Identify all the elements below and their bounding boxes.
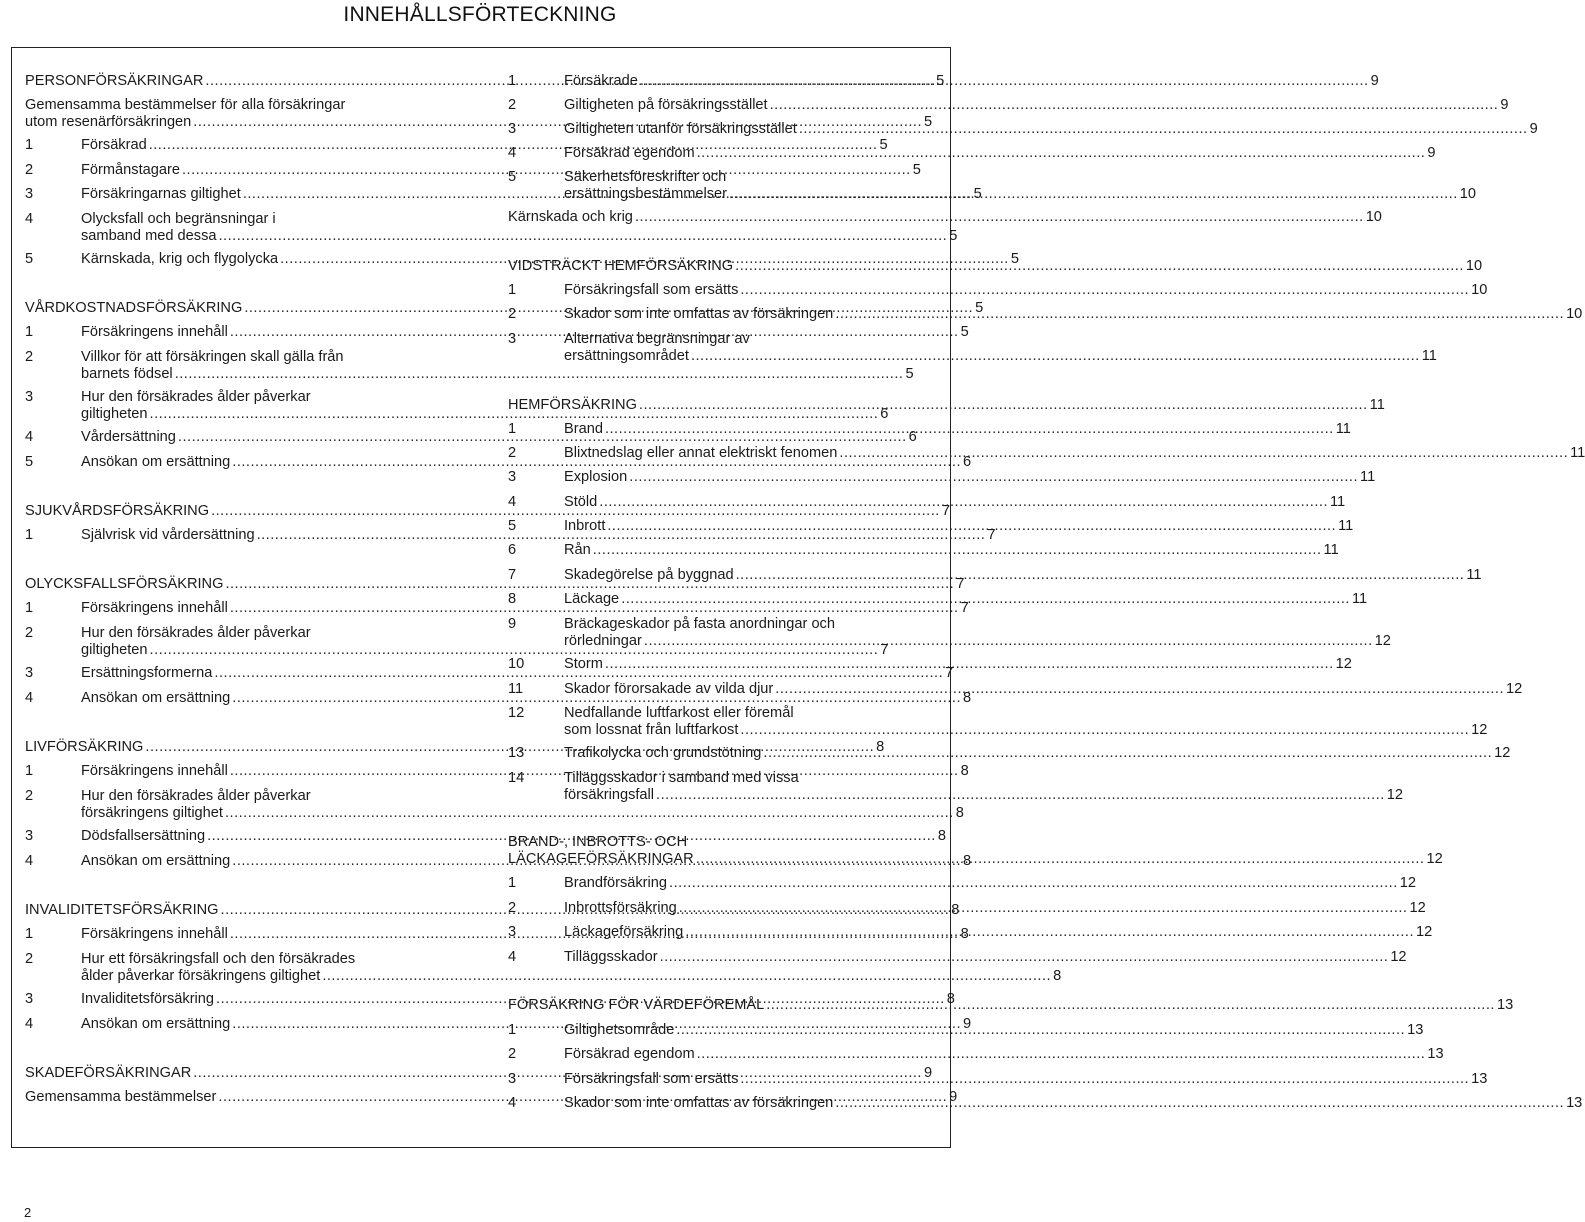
toc-page-number: 8 bbox=[960, 926, 969, 942]
toc-page-number: 9 bbox=[924, 1065, 933, 1081]
dot-leader bbox=[735, 258, 1464, 275]
toc-page-number: 8 bbox=[937, 828, 946, 844]
toc-entry[interactable] bbox=[508, 591, 1368, 608]
toc-entry-text: Brandförsäkring bbox=[564, 875, 668, 891]
toc-entry-text: giltigheten bbox=[81, 406, 148, 422]
toc-entry-number: 1 bbox=[508, 875, 517, 891]
toc-section-heading[interactable] bbox=[25, 576, 965, 593]
dot-leader bbox=[775, 681, 1504, 698]
toc-entry-number: 1 bbox=[25, 324, 34, 340]
toc-entry-text: Gemensamma bestämmelser bbox=[25, 1089, 217, 1105]
toc-page-number: 9 bbox=[1370, 73, 1379, 89]
dot-leader bbox=[660, 949, 1389, 966]
dot-leader bbox=[644, 633, 1373, 650]
toc-entry-text: Försäkrad egendom bbox=[564, 145, 695, 161]
toc-entry-number: 4 bbox=[25, 853, 34, 869]
toc-entry[interactable] bbox=[508, 73, 1379, 90]
toc-entry-text: Rån bbox=[564, 542, 591, 558]
toc-page-number: 9 bbox=[1500, 97, 1509, 113]
toc-entry-text: Blixtnedslag eller annat elektriskt fenomen bbox=[564, 445, 838, 461]
toc-page-number: 12 bbox=[1386, 787, 1404, 803]
toc-entry-text: samband med dessa bbox=[81, 228, 217, 244]
toc-entry-text: INVALIDITETSFÖRSÄKRING bbox=[25, 902, 219, 918]
dot-leader bbox=[669, 875, 1398, 892]
toc-entry[interactable] bbox=[508, 656, 1352, 673]
toc-entry[interactable] bbox=[508, 924, 1433, 941]
toc-entry-text: Kärnskada och krig bbox=[508, 209, 633, 225]
toc-entry-text: FÖRSÄKRING FÖR VÄRDEFÖREMÅL bbox=[508, 997, 765, 1013]
dot-leader bbox=[599, 494, 1328, 511]
toc-page-number: 5 bbox=[936, 73, 945, 89]
dot-leader bbox=[656, 787, 1385, 804]
toc-entry-text: LIVFÖRSÄKRING bbox=[25, 739, 144, 755]
toc-page-number: 6 bbox=[908, 429, 917, 445]
toc-page-number: 5 bbox=[975, 300, 984, 316]
toc-entry-number: 2 bbox=[25, 349, 34, 365]
toc-entry-text: barnets födsel bbox=[81, 366, 173, 382]
toc-page-number: 7 bbox=[945, 665, 954, 681]
toc-entry[interactable] bbox=[508, 282, 1488, 299]
toc-page-number: 11 bbox=[1360, 469, 1376, 485]
toc-page-number: 13 bbox=[1407, 1022, 1424, 1038]
toc-page-number: 13 bbox=[1566, 1095, 1583, 1111]
toc-section-heading[interactable] bbox=[508, 997, 1514, 1014]
toc-entry-text: Giltigheten utanför försäkringsstället bbox=[564, 121, 797, 137]
toc-entry-number: 2 bbox=[25, 788, 34, 804]
dot-leader bbox=[740, 722, 1469, 739]
toc-entry[interactable] bbox=[508, 875, 1417, 892]
toc-entry-number: 1 bbox=[25, 527, 34, 543]
dot-leader bbox=[835, 306, 1564, 323]
toc-entry[interactable] bbox=[508, 616, 1391, 650]
toc-entry-text: Läckageförsäkring bbox=[564, 924, 684, 940]
toc-entry-text: Försäkrade bbox=[564, 73, 638, 89]
toc-entry-text: Hur den försäkrades ålder påverkar bbox=[81, 389, 311, 405]
toc-entry-number: 2 bbox=[25, 625, 34, 641]
toc-section-heading[interactable] bbox=[508, 258, 1483, 275]
toc-entry-number: 2 bbox=[25, 162, 34, 178]
dot-leader bbox=[799, 121, 1528, 138]
toc-entry[interactable] bbox=[508, 1095, 1583, 1112]
dot-leader bbox=[225, 805, 954, 822]
toc-page-number: 11 bbox=[1369, 397, 1385, 413]
dot-leader bbox=[593, 542, 1322, 559]
toc-entry[interactable] bbox=[508, 745, 1511, 762]
dot-leader bbox=[740, 282, 1469, 299]
toc-entry-number: 3 bbox=[25, 665, 34, 681]
toc-entry[interactable] bbox=[508, 949, 1407, 966]
toc-page-number: 5 bbox=[879, 137, 888, 153]
toc-entry-number: 1 bbox=[508, 421, 517, 437]
toc-entry-number: 4 bbox=[508, 1095, 517, 1111]
toc-entry-text: Villkor för att försäkringen skall gälla från bbox=[81, 349, 344, 365]
toc-entry-number: 4 bbox=[508, 494, 517, 510]
toc-entry-text: PERSONFÖRSÄKRINGAR bbox=[25, 73, 204, 89]
dot-leader bbox=[605, 421, 1334, 438]
toc-page-number: 13 bbox=[1427, 1046, 1444, 1062]
toc-page-number: 8 bbox=[1053, 968, 1062, 984]
dot-leader bbox=[763, 745, 1492, 762]
toc-page-number: 11 bbox=[1330, 494, 1346, 510]
toc-entry-text: VIDSTRÄCKT HEMFÖRSÄKRING bbox=[508, 258, 734, 274]
toc-entry-text: Inbrott bbox=[564, 518, 606, 534]
toc-page-number: 10 bbox=[1465, 258, 1483, 274]
toc-page-number: 11 bbox=[1421, 348, 1437, 364]
toc-entry-text: Vårdersättning bbox=[81, 429, 176, 445]
toc-entry-number: 2 bbox=[25, 951, 34, 967]
toc-page-number: 11 bbox=[1323, 542, 1339, 558]
toc-entry-text: som lossnat från luftfarkost bbox=[564, 722, 739, 738]
toc-entry-text: ersättningsområdet bbox=[564, 348, 689, 364]
dot-leader bbox=[691, 348, 1420, 365]
dot-leader bbox=[640, 73, 1369, 90]
toc-entry[interactable] bbox=[508, 705, 1488, 739]
toc-entry[interactable] bbox=[508, 97, 1509, 114]
dot-leader bbox=[629, 469, 1358, 486]
toc-page-number: 9 bbox=[1427, 145, 1436, 161]
dot-leader bbox=[839, 445, 1568, 462]
toc-page-number: 7 bbox=[960, 600, 969, 616]
toc-entry-text: Nedfallande luftfarkost eller föremål bbox=[564, 705, 794, 721]
toc-page-number: 13 bbox=[1471, 1071, 1488, 1087]
toc-entry-text: Explosion bbox=[564, 469, 628, 485]
toc-entry[interactable] bbox=[508, 445, 1585, 462]
toc-entry[interactable] bbox=[25, 665, 954, 682]
toc-entry-number: 1 bbox=[25, 137, 34, 153]
toc-page-number: 12 bbox=[1426, 851, 1443, 867]
toc-page-number: 8 bbox=[960, 763, 969, 779]
toc-entry-text: Giltigheten på försäkringsstället bbox=[564, 97, 768, 113]
toc-entry-text: Ansökan om ersättning bbox=[81, 1016, 231, 1032]
toc-page-number: 12 bbox=[1494, 745, 1511, 761]
toc-page-number: 8 bbox=[955, 805, 964, 821]
dot-leader bbox=[605, 656, 1334, 673]
toc-entry-text: försäkringsfall bbox=[564, 787, 655, 803]
toc-entry-text: Olycksfall och begränsningar i bbox=[81, 211, 276, 227]
toc-entry-text: rörledningar bbox=[564, 633, 642, 649]
toc-entry-text: Bräckageskador på fasta anordningar och bbox=[564, 616, 835, 632]
toc-entry-text: Försäkringens innehåll bbox=[81, 926, 228, 942]
toc-entry-number: 3 bbox=[25, 389, 34, 405]
toc-entry-text: Brand bbox=[564, 421, 603, 437]
dot-leader bbox=[736, 567, 1465, 584]
toc-entry-text: Ansökan om ersättning bbox=[81, 454, 231, 470]
toc-entry-number: 3 bbox=[508, 1071, 517, 1087]
toc-entry-text: Dödsfallsersättning bbox=[81, 828, 206, 844]
toc-entry-number: 14 bbox=[508, 770, 525, 786]
dot-leader bbox=[685, 924, 1414, 941]
toc-entry-text: Läckage bbox=[564, 591, 620, 607]
toc-entry-text: Förmånstagare bbox=[81, 162, 180, 178]
toc-entry-number: 4 bbox=[25, 211, 34, 227]
toc-entry-text: Ansökan om ersättning bbox=[81, 853, 231, 869]
toc-entry-text: Alternativa begränsningar av bbox=[564, 331, 750, 347]
toc-entry-text: SJUKVÅRDSFÖRSÄKRING bbox=[25, 503, 210, 519]
dot-leader bbox=[766, 997, 1495, 1014]
toc-entry-text: Skador förorsakade av vilda djur bbox=[564, 681, 774, 697]
toc-entry-text: Skador som inte omfattas av försäkringen bbox=[564, 306, 834, 322]
dot-leader bbox=[175, 366, 904, 383]
toc-entry-text: Försäkringsfall som ersätts bbox=[564, 1071, 739, 1087]
toc-entry-number: 2 bbox=[508, 97, 517, 113]
toc-section-heading[interactable] bbox=[508, 397, 1385, 414]
toc-entry-text: OLYCKSFALLSFÖRSÄKRING bbox=[25, 576, 224, 592]
toc-entry[interactable] bbox=[508, 121, 1538, 138]
toc-page-number: 9 bbox=[949, 1089, 958, 1105]
toc-page-number: 5 bbox=[924, 114, 933, 130]
dot-leader bbox=[770, 97, 1499, 114]
toc-page-number: 5 bbox=[960, 324, 969, 340]
toc-entry-text: Giltighetsområde bbox=[564, 1022, 675, 1038]
toc-entry-text: Kärnskada, krig och flygolycka bbox=[81, 251, 279, 267]
toc-entry-text: ålder påverkar försäkringens giltighet bbox=[81, 968, 321, 984]
toc-entry[interactable] bbox=[508, 169, 1477, 203]
toc-entry[interactable] bbox=[508, 542, 1339, 559]
toc-entry[interactable] bbox=[508, 518, 1354, 535]
dot-leader bbox=[740, 1071, 1469, 1088]
toc-entry-number: 1 bbox=[25, 763, 34, 779]
toc-entry-number: 4 bbox=[25, 1016, 34, 1032]
toc-page-number: 11 bbox=[1466, 567, 1482, 583]
toc-entry-number: 2 bbox=[508, 1046, 517, 1062]
toc-entry[interactable] bbox=[508, 900, 1426, 917]
dot-leader bbox=[835, 1095, 1564, 1112]
toc-entry-text: Inbrottsförsäkring bbox=[564, 900, 677, 916]
toc-entry[interactable] bbox=[508, 1022, 1424, 1039]
toc-entry-number: 12 bbox=[508, 705, 525, 721]
toc-entry-text: Storm bbox=[564, 656, 603, 672]
toc-entry-text: Tilläggsskador i samband med vissa bbox=[564, 770, 799, 786]
toc-entry[interactable] bbox=[508, 494, 1346, 511]
toc-page-number: 6 bbox=[880, 406, 889, 422]
toc-page-number: 8 bbox=[963, 690, 972, 706]
toc-entry-text: Hur den försäkrades ålder påverkar bbox=[81, 625, 311, 641]
toc-page-number: 10 bbox=[1459, 186, 1477, 202]
toc-entry-number: 5 bbox=[508, 518, 517, 534]
toc-entry-number: 2 bbox=[508, 306, 517, 322]
dot-leader bbox=[639, 397, 1368, 414]
toc-page-number: 8 bbox=[946, 991, 955, 1007]
toc-page-number: 7 bbox=[941, 503, 950, 519]
toc-entry[interactable] bbox=[25, 454, 972, 471]
toc-entry-number: 13 bbox=[508, 745, 525, 761]
toc-page-number: 10 bbox=[1471, 282, 1488, 298]
toc-entry[interactable] bbox=[25, 527, 996, 544]
toc-page-number: 10 bbox=[1365, 209, 1382, 225]
dot-leader bbox=[607, 518, 1336, 535]
toc-page-number: 11 bbox=[1351, 591, 1368, 607]
toc-section-heading[interactable] bbox=[508, 209, 1382, 226]
toc-page-number: 5 bbox=[912, 162, 921, 178]
toc-page-number: 6 bbox=[963, 454, 972, 470]
dot-leader bbox=[679, 900, 1408, 917]
dot-leader bbox=[676, 1022, 1405, 1039]
toc-page-number: 12 bbox=[1399, 875, 1417, 891]
page-number: 2 bbox=[24, 1205, 32, 1220]
toc-entry-text: Försäkringens innehåll bbox=[81, 600, 228, 616]
toc-entry-number: 3 bbox=[508, 331, 517, 347]
toc-entry-number: 7 bbox=[508, 567, 517, 583]
toc-page-number: 11 bbox=[1570, 445, 1585, 461]
toc-entry-text: Tilläggsskador bbox=[564, 949, 658, 965]
toc-entry-text: Försäkringarnas giltighet bbox=[81, 186, 241, 202]
toc-entry-text: Gemensamma bestämmelser för alla försäkringar bbox=[25, 97, 346, 113]
toc-page-number: 7 bbox=[956, 576, 965, 592]
toc-page-number: 10 bbox=[1566, 306, 1583, 322]
toc-entry-number: 2 bbox=[508, 445, 517, 461]
dot-leader bbox=[697, 1046, 1426, 1063]
toc-entry-number: 1 bbox=[25, 926, 34, 942]
toc-page-number: 5 bbox=[1010, 251, 1019, 267]
toc-entry-text: BRAND-, INBROTTS- OCH bbox=[508, 834, 688, 850]
toc-entry[interactable] bbox=[508, 1071, 1488, 1088]
toc-entry-number: 1 bbox=[25, 600, 34, 616]
toc-page-number: 11 bbox=[1338, 518, 1354, 534]
toc-entry-text: försäkringens giltighet bbox=[81, 805, 223, 821]
toc-entry-number: 4 bbox=[508, 145, 517, 161]
toc-page-number: 8 bbox=[963, 853, 972, 869]
toc-entry-text: Försäkrad bbox=[81, 137, 147, 153]
toc-entry[interactable] bbox=[508, 770, 1404, 804]
toc-entry-number: 1 bbox=[508, 1022, 517, 1038]
toc-entry-number: 1 bbox=[508, 73, 517, 89]
dot-leader bbox=[696, 851, 1425, 868]
toc-entry-number: 4 bbox=[508, 949, 517, 965]
toc-section-heading[interactable] bbox=[25, 503, 950, 520]
toc-entry-number: 4 bbox=[25, 690, 34, 706]
toc-page-number: 8 bbox=[951, 902, 960, 918]
toc-entry-number: 9 bbox=[508, 616, 517, 632]
toc-page-number: 7 bbox=[987, 527, 996, 543]
toc-entry-number: 3 bbox=[508, 121, 517, 137]
toc-entry-text: Skadegörelse på byggnad bbox=[564, 567, 734, 583]
toc-frame bbox=[11, 47, 1585, 1148]
toc-entry[interactable] bbox=[508, 567, 1482, 584]
toc-page-number: 9 bbox=[1529, 121, 1538, 137]
toc-entry-number: 3 bbox=[508, 924, 517, 940]
toc-entry-number: 2 bbox=[508, 900, 517, 916]
toc-page-number: 5 bbox=[949, 228, 958, 244]
toc-entry-text: utom resenärförsäkringen bbox=[25, 114, 192, 130]
toc-entry-number: 1 bbox=[508, 282, 517, 298]
toc-entry-text: Hur ett försäkringsfall och den försäkrades bbox=[81, 951, 356, 967]
toc-entry-text: Hur den försäkrades ålder påverkar bbox=[81, 788, 311, 804]
toc-entry-number: 8 bbox=[508, 591, 517, 607]
toc-entry-number: 5 bbox=[25, 454, 34, 470]
page-title: INNEHÅLLSFÖRTECKNING bbox=[343, 3, 617, 26]
toc-entry[interactable] bbox=[508, 331, 1437, 365]
toc-entry-text: Ersättningsformerna bbox=[81, 665, 213, 681]
toc-entry-text: giltigheten bbox=[81, 642, 148, 658]
toc-entry[interactable] bbox=[25, 690, 972, 707]
toc-page-number: 9 bbox=[963, 1016, 972, 1032]
toc-entry-text: Stöld bbox=[564, 494, 598, 510]
toc-entry-number: 3 bbox=[25, 828, 34, 844]
dot-leader bbox=[635, 209, 1364, 226]
toc-entry-text: Säkerhetsföreskrifter och bbox=[564, 169, 727, 185]
toc-page-number: 12 bbox=[1390, 949, 1407, 965]
toc-entry-text: LÄCKAGEFÖRSÄKRINGAR bbox=[508, 851, 694, 867]
dot-leader bbox=[729, 186, 1458, 203]
toc-page-number: 5 bbox=[973, 186, 982, 202]
toc-page-number: 11 bbox=[1335, 421, 1351, 437]
toc-entry[interactable] bbox=[508, 306, 1583, 323]
dot-leader bbox=[218, 228, 947, 245]
toc-entry-text: VÅRDKOSTNADSFÖRSÄKRING bbox=[25, 300, 243, 316]
toc-entry-number: 3 bbox=[25, 186, 34, 202]
toc-page-number: 12 bbox=[1335, 656, 1352, 672]
toc-entry-text: Försäkrad egendom bbox=[564, 1046, 695, 1062]
toc-entry-number: 3 bbox=[25, 991, 34, 1007]
toc-entry-text: Ansökan om ersättning bbox=[81, 690, 231, 706]
toc-entry[interactable] bbox=[508, 421, 1351, 438]
toc-entry-number: 6 bbox=[508, 542, 517, 558]
toc-entry[interactable] bbox=[508, 469, 1376, 486]
dot-leader bbox=[621, 591, 1350, 608]
toc-entry-text: Invaliditetsförsäkring bbox=[81, 991, 215, 1007]
toc-entry-text: HEMFÖRSÄKRING bbox=[508, 397, 637, 413]
toc-section-heading[interactable] bbox=[508, 834, 1443, 868]
toc-entry-text: Försäkringsfall som ersätts bbox=[564, 282, 739, 298]
toc-entry-text: SKADEFÖRSÄKRINGAR bbox=[25, 1065, 192, 1081]
toc-page-number: 5 bbox=[905, 366, 914, 382]
toc-page-number: 7 bbox=[880, 642, 889, 658]
toc-page-number: 12 bbox=[1416, 924, 1433, 940]
toc-page-number: 12 bbox=[1374, 633, 1391, 649]
toc-entry-text: ersättningsbestämmelser bbox=[564, 186, 728, 202]
toc-page-number: 13 bbox=[1496, 997, 1514, 1013]
toc-entry-number: 10 bbox=[508, 656, 525, 672]
toc-entry-number: 4 bbox=[25, 429, 34, 445]
toc-page-number: 12 bbox=[1506, 681, 1523, 697]
toc-entry-text: Försäkringens innehåll bbox=[81, 763, 228, 779]
toc-entry-number: 3 bbox=[508, 469, 517, 485]
toc-entry-number: 5 bbox=[25, 251, 34, 267]
toc-page-number: 8 bbox=[876, 739, 885, 755]
toc-entry-number: 11 bbox=[508, 681, 524, 697]
toc-entry[interactable] bbox=[508, 681, 1523, 698]
toc-entry[interactable] bbox=[25, 600, 969, 617]
toc-entry-text: Skador som inte omfattas av försäkringen bbox=[564, 1095, 834, 1111]
toc-entry-text: Försäkringens innehåll bbox=[81, 324, 228, 340]
toc-entry-number: 5 bbox=[508, 169, 517, 185]
dot-leader bbox=[697, 145, 1426, 162]
toc-page-number: 12 bbox=[1471, 722, 1488, 738]
toc-entry[interactable] bbox=[508, 1046, 1444, 1063]
toc-entry[interactable] bbox=[508, 145, 1436, 162]
toc-entry-text: Trafikolycka och grundstötning bbox=[564, 745, 762, 761]
toc-page-number: 12 bbox=[1409, 900, 1426, 916]
dot-leader bbox=[322, 968, 1051, 985]
toc-entry-text: Självrisk vid vårdersättning bbox=[81, 527, 255, 543]
